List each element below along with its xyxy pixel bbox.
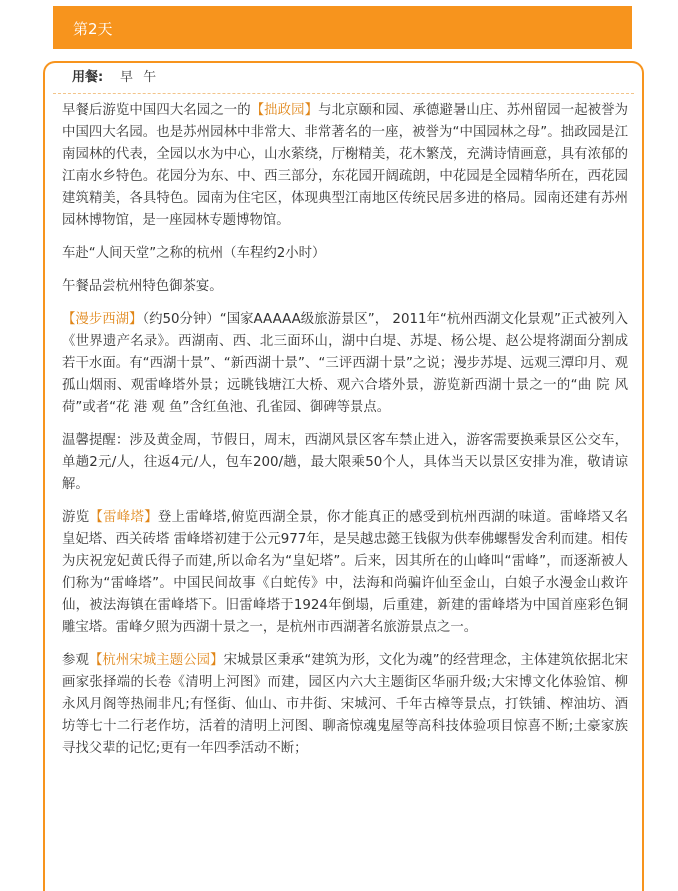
attraction-link-songcheng[interactable]: 【杭州宋城主题公园】 [88,653,224,668]
paragraph-lunch [62,276,628,298]
p7-text-after: 宋城景区秉承“建筑为形，文化为魂”的经营理念，主体建筑依据北宋画家张择端的长卷《清明上河图》而建，园区内六大主题街区华丽升级;大宋博文化体验馆、柳永风月阁等热闹非凡;有怪街、仙山、市井街、宋城河、千年古樟等景点，打铁铺、榨油坊、酒坊等七十二行老作坊，活着的清明上河图、聊斋惊魂鬼屋等高科技体验项目惊喜不断;土豪家族寻找父辈的记忆;更有一年四季活动不断； [62,653,629,756]
meal-value: 早 午 [120,70,160,85]
paragraph-reminder [62,430,628,496]
p1-text-after: 与北京颐和园、承德避暑山庄、苏州留园一起被誉为中国四大名园。也是苏州园林中非常大、非常著名的一座，被誉为“中国园林之母”。拙政园是江南园林的代表，全园以水为中心，山水萦绕，厅榭精美，花木繁茂，充满诗情画意，具有浓郁的江南水乡特色。花园分为东、中、西三部分，东花园开阔疏朗，中花园是全园精华所在，西花园建筑精美，各具特色。园南为住宅区，体现典型江南地区传统民居多进的格局。园南还建有苏州园林博物馆，是一座园林专题博物馆。 [62,103,629,228]
paragraph-humble-administrator-garden [62,100,628,232]
p4-text-after: （约50分钟）“国家AAAAA级旅游景区”， 2011年“杭州西湖文化景观”正式被列入《世界遗产名录》。西湖南、西、北三面环山，湖中白堤、苏堤、杨公堤、赵公堤将湖面分割成若干水面。有“西湖十景”、“新西湖十景”、“三评西湖十景”之说；漫步苏堤、远观三潭印月、观孤山烟雨、观雷峰塔外景；远眺钱塘江大桥、观六合塔外景，游览新西湖十景之一的“曲 院 风 荷”或者“花 港 观 鱼”含红鱼池、孔雀园、御碑等景点。 [62,312,628,415]
attraction-link-leifeng-pagoda[interactable]: 【雷峰塔】 [89,510,158,525]
p2-text: 车赴“人间天堂”之称的杭州（车程约2小时） [62,246,326,261]
itinerary-content [62,100,628,771]
day-header [53,6,632,49]
attraction-link-zhuozhengyuan[interactable]: 【拙政园】 [250,103,319,118]
day-title: 第2天 [73,20,113,38]
meal-label: 用餐: [72,70,104,85]
p1-text-before: 早餐后游览中国四大名园之一的 [62,103,251,118]
p7-text-before: 参观 [62,653,89,668]
p3-text: 午餐品尝杭州特色御茶宴。 [62,279,223,294]
attraction-link-west-lake[interactable]: 【漫步西湖】 [62,312,143,327]
itinerary-card [43,61,644,891]
p6-text-before: 游览 [62,510,90,525]
paragraph-leifeng-pagoda [62,507,628,639]
p6-text-after: 登上雷峰塔,俯览西湖全景，你才能真正的感受到杭州西湖的味道。雷峰塔又名皇妃塔、西关砖塔 雷峰塔初建于公元977年，是吴越忠懿王钱俶为供奉佛螺髻发舍利而建。相传为庆祝宠妃黄氏得子而建,所以命名为“皇妃塔”。后来，因其所在的山峰叫“雷峰”，而逐渐被人们称为“雷峰塔”。中国民间故事《白蛇传》中，法海和尚骗许仙至金山，白娘子水漫金山救许仙，被法海镇在雷峰塔下。旧雷峰塔于1924年倒塌，后重建，新建的雷峰塔为中国首座彩色铜雕宝塔。雷峰夕照为西湖十景之一，是杭州市西湖著名旅游景点之一。 [62,510,629,635]
p5-text: 温馨提醒：涉及黄金周，节假日，周末，西湖风景区客车禁止进入，游客需要换乘景区公交车，单趟2元/人，往返4元/人，包车200/趟，最大限乘50个人，具体当天以景区安排为准，敬请谅解。 [62,433,628,492]
meal-row [53,63,634,94]
paragraph-transfer [62,243,628,265]
paragraph-songcheng [62,650,628,760]
paragraph-west-lake [62,309,628,419]
